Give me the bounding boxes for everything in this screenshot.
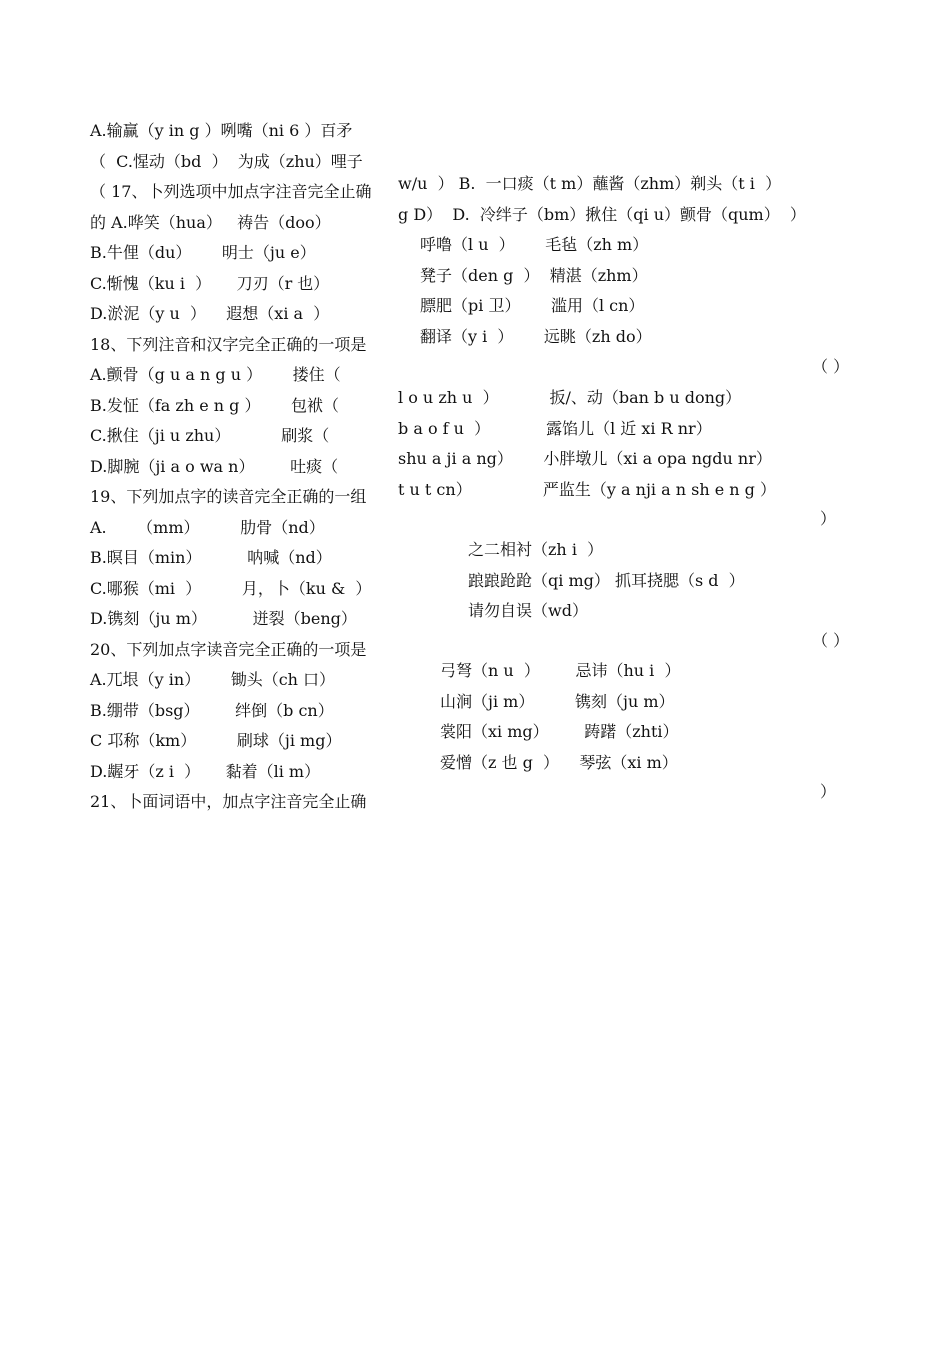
text-line: shu a ji a ng） 小胖墩儿（xi a opa ngdu nr） [398,449,772,468]
text-line: D.镌刻（ju m） 迸裂（beng） [90,609,357,628]
text-line: 膘肥（pi 卫） 滥用（l cn） [420,296,645,315]
text-line: C.哪猴（mi ） 月，卜（ku & ） [90,578,372,598]
text-line: B.牛俚（du） 明士（ju e） [90,243,316,262]
text-line: （ 17、卜列选项中加点字注音完全止确 [90,182,372,201]
text-line: 的 A.哗笑（hua） 祷告（doo） [90,212,331,232]
text-line: 翻译（y i ） 远眺（zh do） [420,326,652,346]
text-line: g D） D. 冷绊子（bm）揪住（qi u）颤骨（qum） ） [398,204,806,224]
text-line: 弓弩（n u ） 忌讳（hu i ） [440,661,681,680]
text-line: B.暝目（min） 呐喊（nd） [90,548,332,567]
text-line: A.输赢（y in g ）咧嘴（ni 6 ）百矛 [90,121,353,140]
text-line: w/u ） B. 一口痰（t m）蘸酱（zhm）剃头（t i ） [398,174,782,193]
text-line: A.颤骨（g u a n g u ） 搂住（ [90,365,341,384]
text-line: A. （mm） 肋骨（nd） [90,517,325,537]
text-line: b a o f u ） 露馅儿（l 近 xi R nr） [398,418,712,438]
text-line: 20、下列加点字读音完全正确的一项是 [90,639,367,659]
text-line: l o u zh u ） 扳/、动（ban b u dong） [398,388,742,407]
text-line: 裳阳（xi mg） 踌躇（zhti） [440,722,679,741]
text-line: （ C.惺动（bd ） 为成（zhu）哩子 [90,151,363,171]
text-line: C.揪住（ji u zhu） 刷浆（ [90,426,330,445]
text-line: 山涧（ji m） 镌刻（ju m） [440,691,675,711]
text-line: C 邛称（km） 刷球（ji mg） [90,731,342,750]
answer-paren-1: （ ） [812,357,850,376]
text-line: D.脚腕（ji a o wa n） 吐痰（ [90,456,339,476]
text-line: B.发怔（fa zh e n g ） 包袱（ [90,395,340,415]
text-line: 爱憎（z 也 g ） 琴弦（xi m） [440,752,678,772]
answer-paren-2: （ ） [812,631,850,650]
text-line: D.龌牙（z i ） 黏着（li m） [90,761,321,781]
text-line: B.绷带（bsg） 绊倒（b cn） [90,700,334,720]
text-line: 请勿自误（wd） [468,601,588,620]
close-paren-2: ） [820,782,837,801]
text-line: 踉踉跄跄（qi mg） 抓耳挠腮（s d ） [468,570,745,590]
text-line: 19、下列加点字的读音完全正确的一组 [90,487,367,506]
text-line: 呼噜（l u ） 毛毡（zh m） [420,235,649,254]
text-line: 凳子（den g ） 精湛（zhm） [420,265,648,285]
close-paren-1: ） [820,509,837,528]
text-line: 之二相衬（zh i ） [468,540,604,559]
text-line: t u t cn） 严监生（y a nji a n sh e n g ） [398,479,777,499]
text-line: A.兀垠（y in） 锄头（ch 口） [90,670,336,689]
text-line: 21、卜面词语中，加点字注音完全止确 [90,792,367,811]
text-line: D.淤泥（y u ） 遐想（xi a ） [90,304,330,323]
text-line: 18、下列注音和汉字完全正确的一项是 [90,334,367,354]
text-line: C.惭愧（ku i ） 刀刃（r 也） [90,273,330,293]
